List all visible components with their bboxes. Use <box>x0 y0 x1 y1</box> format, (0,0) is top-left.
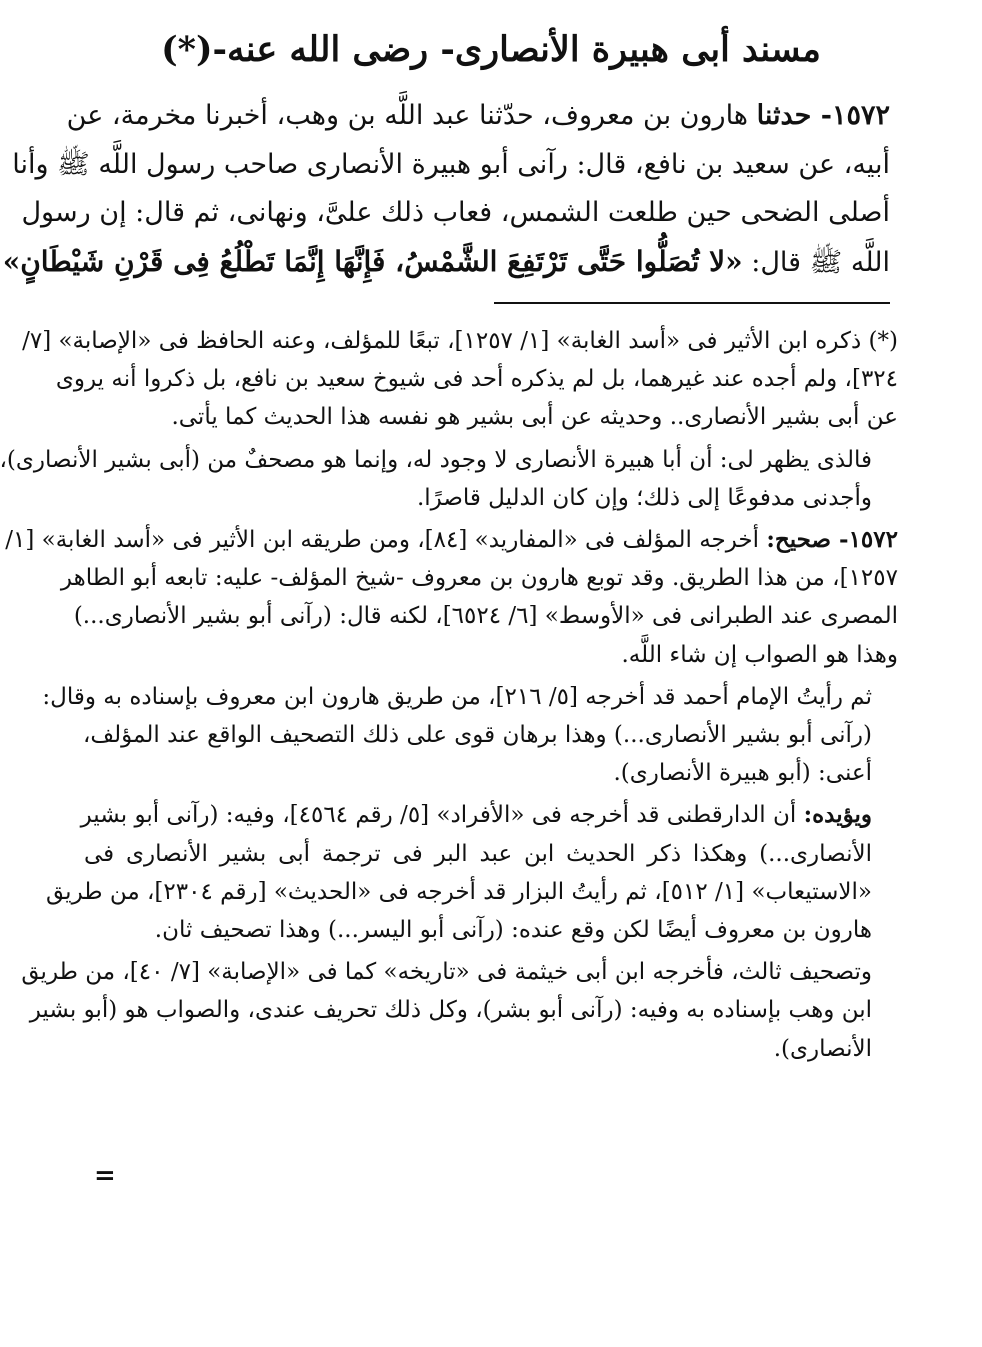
support-line-3: «الاستيعاب» [١/ ٥١٢]، ثم رأيتُ البزار قد أخرجه فى «الحديث» [رقم ٢٣٠٤]، من طريق <box>45 878 872 905</box>
third-line-2: ابن وهب بإسناده به وفيه: (رآنى أبو بشر)، وكل ذلك تحريف عندى، والصواب هو (أبو بشير <box>29 997 872 1024</box>
takhrij-number: ١٥٧٢ <box>848 526 898 554</box>
hadith-number: ١٥٧٢ <box>831 100 890 131</box>
support-line-2: الأنصارى...) وهكذا ذكر الحديث ابن عبد البر فى ترجمة أبى بشير الأنصارى فى <box>84 840 872 867</box>
hadith-line-2: أبيه، عن سعيد بن نافع، قال: رآنى أبو هبيرة الأنصارى صاحب رسول اللَّه ﷺ وأنا <box>12 148 890 180</box>
continuation-mark: = <box>94 1161 116 1191</box>
hadith-text-1: هارون بن معروف، حدّثنا عبد اللَّه بن وهب، أخبرنا مخرمة، عن <box>66 100 757 131</box>
star-note-line-2: ٣٢٤]، ولم أجده عند غيرهما، بل لم يذكره أحد فى شيوخ سعيد بن نافع، بل ذكروا أنه يروى <box>55 366 898 393</box>
takhrij-grade: - صحيح: <box>766 526 849 554</box>
hadith-line-4 <box>2 238 890 288</box>
star-marker: (*) <box>868 328 898 354</box>
conclusion-line-1: فالذى يظهر لى: أن أبا هبيرة الأنصارى لا وجود له، وإنما هو مصحفٌ من (أبى بشير الأنصارى)، <box>0 446 872 473</box>
ahmad-line-3: أعنى: (أبو هبيرة الأنصارى). <box>613 760 872 787</box>
footnotes <box>0 322 898 1072</box>
conclusion-line-2: وأجدنى مدفوعًا إلى ذلك؛ وإن كان الدليل قاصرًا. <box>416 484 872 511</box>
prophetic-saying: «لا تُصَلُّوا حَتَّى تَرْتَفِعَ الشَّمْسُ، فَإِنَّهَا إِنَّمَا تَطْلُعُ فِى قَرْنِ شَيْطَانٍ» <box>2 244 743 278</box>
third-line-1: وتصحيف ثالث، فأخرجه ابن أبى خيثمة فى «تاريخه» كما فى «الإصابة» [٧/ ٤٠]، من طريق <box>21 959 872 986</box>
support-paragraph <box>45 796 898 949</box>
takhrij-line-1: ١٥٧٢- صحيح: أخرجه المؤلف فى «المفاريد» [٨٤]، ومن طريقه ابن الأثير فى «أسد الغابة» [١/ <box>5 526 898 554</box>
star-footnote <box>22 322 898 437</box>
third-tashif-paragraph <box>21 953 898 1068</box>
star-note-line-1: (*) ذكره ابن الأثير فى «أسد الغابة» [١/ ١٢٥٧]، تبعًا للمؤلف، وعنه الحافظ فى «الإصابة» [٧/ <box>22 328 898 354</box>
support-lead: ويؤيده: <box>803 801 872 829</box>
footnote-divider <box>494 302 890 304</box>
hadith-line-3: أصلى الضحى حين طلعت الشمس، فعاب ذلك علىَّ، ونهانى، ثم قال: إن رسول <box>21 197 890 228</box>
takhrij-line-3: المصرى عند الطبرانى فى «الأوسط» [٦/ ٦٥٢٤]، لكنه قال: (رآنى أبو بشير الأنصارى...) <box>73 603 898 630</box>
star-note-line-3: عن أبى بشير الأنصارى.. وحديثه عن أبى بشير هو نفسه هذا الحديث كما يأتى. <box>171 404 898 431</box>
third-line-3: الأنصارى). <box>773 1035 872 1062</box>
ahmad-line-2: (رآنى أبو بشير الأنصارى...) وهذا برهان قوى على ذلك التصحيف الواقع عند المؤلف، <box>82 722 872 749</box>
hadith-lead: - حدثنا <box>756 100 832 131</box>
page-title: مسند أبى هبيرة الأنصارى- رضى الله عنه-(*) <box>161 29 821 70</box>
support-line-1: ويؤيده: أن الدارقطنى قد أخرجه فى «الأفراد» [٥/ رقم ٤٥٦٤]، وفيه: (رآنى أبو بشير <box>80 801 872 829</box>
hadith-last-prefix: اللَّه ﷺ قال: <box>742 246 890 278</box>
support-line-4: هارون بن معروف أيضًا لكن وقع عنده: (رآنى أبو اليسر...) وهذا تصحيف ثان. <box>154 917 872 944</box>
takhrij-line-2: ١٢٥٧]، من هذا الطريق. وقد توبع هارون بن معروف -شيخ المؤلف- عليه: تابعه أبو الطاهر <box>60 565 898 592</box>
ahmad-line-1: ثم رأيتُ الإمام أحمد قد أخرجه [٥/ ٢١٦]، من طريق هارون ابن معروف بإسناده به وقال: <box>42 683 872 710</box>
star-note-conclusion <box>0 441 898 517</box>
takhrij-line-4: وهذا هو الصواب إن شاء اللَّه. <box>621 641 898 668</box>
ahmad-paragraph <box>42 678 898 793</box>
takhrij-note <box>5 521 898 674</box>
hadith-block <box>2 92 890 287</box>
hadith-line-1 <box>66 92 890 141</box>
